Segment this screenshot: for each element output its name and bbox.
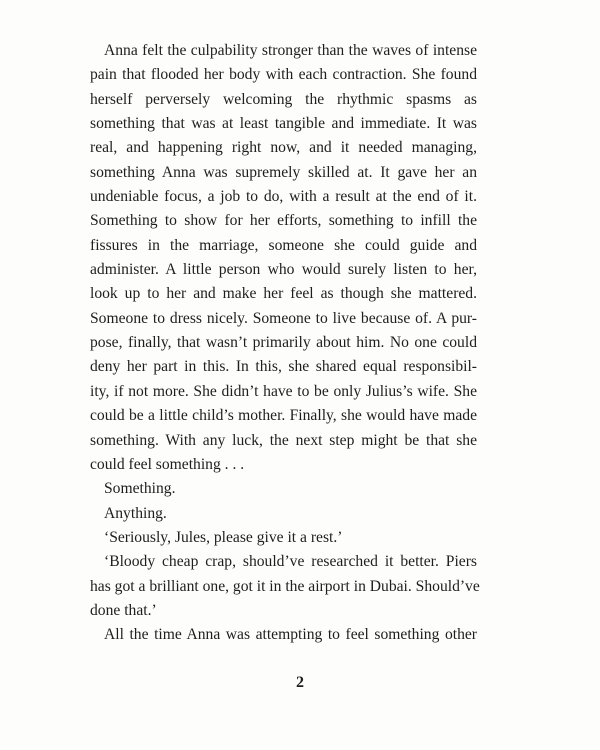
text-line: could be a little child’s mother. Finally, she would have made [90,407,477,425]
text-line: has got a brilliant one, got it in the airport in Dubai. Should’ve [90,577,480,595]
text-line: pain that flooded her body with each contraction. She found [90,66,477,84]
text-line: something. With any luck, the next step might be that she [90,431,477,449]
text-line: Something. [104,480,176,498]
text-line: real, and happening right now, and it needed managing, [90,139,477,157]
text-line: ‘Bloody cheap crap, should’ve researched it better. Piers [104,553,477,571]
text-line: Someone to dress nicely. Someone to live because of. A pur- [90,309,477,327]
page-number: 2 [296,674,304,691]
text-line: All the time Anna was attempting to feel something other [104,626,477,644]
text-line: deny her part in this. In this, she shared equal responsibil- [90,358,477,376]
text-line: undeniable focus, a job to do, with a result at the end of it. [90,188,477,206]
body-text [90,39,480,648]
text-line: ity, if not more. She didn’t have to be only Julius’s wife. She [90,382,477,400]
text-line: Anything. [104,504,167,522]
text-line: something that was at least tangible and immediate. It was [90,115,477,133]
text-line: could feel something . . . [90,455,245,473]
text-line: fissures in the marriage, someone she could guide and [90,236,477,254]
text-line: herself perversely welcoming the rhythmic spasms as [90,90,477,108]
text-line: done that.’ [90,601,157,619]
text-line: ‘Seriously, Jules, please give it a rest.’ [104,528,343,546]
text-line: pose, finally, that wasn’t primarily about him. No one could [90,334,477,352]
text-line: Something to show for her efforts, something to infill the [90,212,477,230]
text-line: something Anna was supremely skilled at. It gave her an [90,163,477,181]
text-line: Anna felt the culpability stronger than the waves of intense [104,42,477,59]
text-line: look up to her and make her feel as though she mattered. [90,285,477,303]
text-line: administer. A little person who would surely listen to her, [90,261,477,279]
